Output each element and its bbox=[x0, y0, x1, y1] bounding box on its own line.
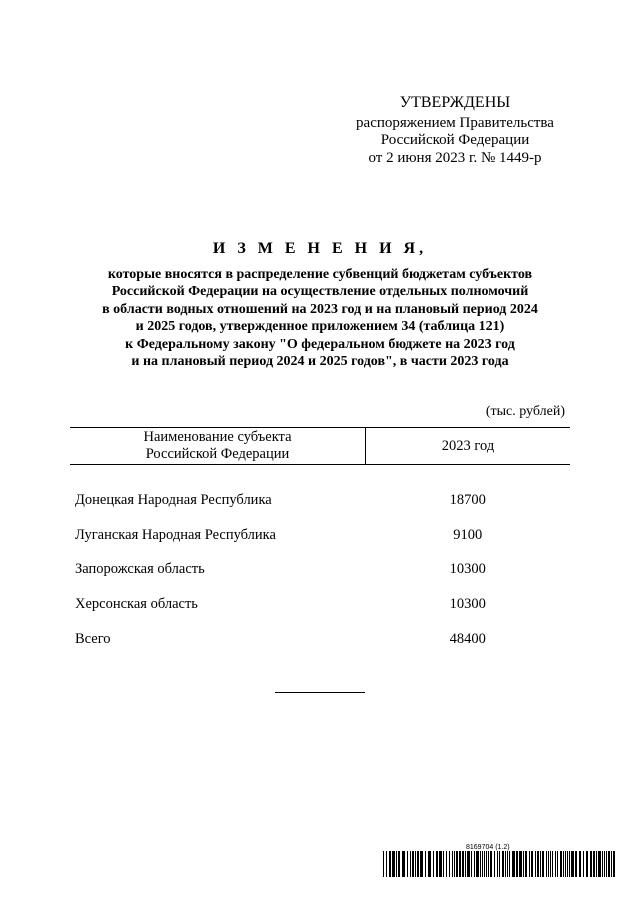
approval-heading: УТВЕРЖДЕНЫ bbox=[399, 94, 511, 111]
barcode-bar bbox=[412, 851, 414, 877]
barcode-bar bbox=[552, 851, 553, 877]
barcode-bar bbox=[596, 851, 597, 877]
barcode-bar bbox=[608, 851, 610, 877]
row-amount: 10300 bbox=[449, 596, 486, 613]
barcode-bar bbox=[505, 851, 506, 877]
subtitle-line: и на плановый период 2024 и 2025 годов", в части 2023 года bbox=[131, 354, 509, 370]
barcode-bar bbox=[613, 851, 615, 877]
row-total-amount: 48400 bbox=[449, 631, 486, 648]
barcode-bar bbox=[494, 851, 495, 877]
barcode-bar bbox=[407, 851, 408, 877]
barcode-bar bbox=[525, 851, 527, 877]
barcode-bar bbox=[606, 851, 607, 877]
row-subject-name: Донецкая Народная Республика bbox=[75, 491, 272, 508]
barcode-bar bbox=[546, 851, 547, 877]
barcode-bar bbox=[467, 851, 470, 877]
barcode-bar bbox=[459, 851, 461, 877]
barcode-bar bbox=[465, 851, 466, 877]
barcode-bar bbox=[575, 851, 577, 877]
barcode-bar bbox=[507, 851, 508, 877]
barcode-bar bbox=[560, 851, 562, 877]
barcode-bar bbox=[550, 851, 551, 877]
barcode-bar bbox=[439, 851, 442, 877]
barcode-bar bbox=[436, 851, 438, 877]
barcode-bar bbox=[449, 851, 450, 877]
barcode-bar bbox=[531, 851, 533, 877]
barcode-bar bbox=[542, 851, 544, 877]
row-amount: 18700 bbox=[449, 491, 486, 508]
barcode-bar bbox=[569, 851, 570, 877]
table-header-row bbox=[70, 428, 570, 465]
row-amount: 10300 bbox=[449, 561, 486, 578]
end-divider-line bbox=[275, 692, 365, 693]
subtitle-line: которые вносятся в распределение субвенций бюджетам субъектов bbox=[107, 267, 533, 282]
barcode-bar bbox=[611, 851, 612, 877]
barcode-bar bbox=[386, 851, 387, 877]
barcode-number: 8169704 (1.2) bbox=[466, 844, 510, 851]
barcode-bar bbox=[392, 851, 395, 877]
barcode-bar bbox=[557, 851, 558, 877]
barcode-bar bbox=[420, 851, 423, 877]
barcode-bar bbox=[428, 851, 431, 877]
barcode-bar bbox=[462, 851, 464, 877]
row-subject-name: Луганская Народная Республика bbox=[75, 526, 276, 543]
barcode-bar bbox=[583, 851, 584, 877]
barcode-bar bbox=[480, 851, 481, 877]
subtitle-line: к Федеральному закону "О федеральном бюджете на 2023 год bbox=[125, 336, 515, 352]
barcode-bar bbox=[512, 851, 515, 877]
barcode-bar bbox=[548, 851, 549, 877]
table-row bbox=[70, 587, 570, 622]
barcode-bar bbox=[486, 851, 487, 877]
subtitle-line: в области водных отношений на 2023 год и на плановый период 2024 bbox=[102, 301, 538, 317]
barcode-bar bbox=[454, 851, 455, 877]
barcode-bar bbox=[456, 851, 458, 877]
barcode-bar bbox=[529, 851, 530, 877]
document-title: И З М Е Н Е Н И Я, bbox=[212, 240, 428, 257]
column-header-year: 2023 год bbox=[441, 437, 495, 454]
column-header-subject-line2: Российской Федерации bbox=[145, 446, 290, 462]
barcode-bar bbox=[579, 851, 581, 877]
approval-block bbox=[330, 94, 580, 167]
barcode-bar bbox=[567, 851, 568, 877]
approval-line-order: распоряжением Правительства bbox=[356, 114, 554, 131]
barcode-bar bbox=[598, 851, 601, 877]
barcode-bar bbox=[586, 851, 588, 877]
subtitle-line: Российской Федерации на осуществление отдельных полномочий bbox=[111, 284, 529, 300]
barcode-bar bbox=[415, 851, 416, 877]
column-header-subject bbox=[70, 428, 366, 465]
barcode-bar bbox=[516, 851, 518, 877]
barcode-bar bbox=[476, 851, 479, 877]
barcode-bar bbox=[488, 851, 489, 877]
barcode-bar bbox=[604, 851, 605, 877]
table-row bbox=[70, 465, 570, 518]
barcode-bar bbox=[535, 851, 536, 877]
subtitle-line: и 2025 годов, утвержденное приложением 34 (таблица 121) bbox=[135, 319, 505, 335]
barcode-bar bbox=[590, 851, 592, 877]
barcode-bar bbox=[602, 851, 603, 877]
barcode-bar bbox=[474, 851, 475, 877]
column-header-subject-line1: Наименование субъекта bbox=[143, 429, 292, 445]
approval-line-date-number: от 2 июня 2023 г. № 1449-р bbox=[368, 149, 542, 166]
row-amount: 9100 bbox=[453, 526, 483, 543]
barcode-bar bbox=[452, 851, 453, 877]
barcode-bar bbox=[499, 851, 500, 877]
distribution-table bbox=[70, 427, 570, 657]
barcode-bar bbox=[563, 851, 564, 877]
barcode-bar bbox=[484, 851, 485, 877]
units-note: (тыс. рублей) bbox=[485, 404, 565, 419]
table-row bbox=[70, 553, 570, 588]
barcode-bar bbox=[389, 851, 391, 877]
barcode-bar bbox=[593, 851, 595, 877]
row-total-label: Всего bbox=[75, 631, 111, 648]
barcode-bar bbox=[565, 851, 566, 877]
barcode-bar bbox=[446, 851, 447, 877]
barcode-bar bbox=[519, 851, 522, 877]
barcode-bar bbox=[402, 851, 405, 877]
barcode-image bbox=[383, 851, 616, 877]
barcode-bar bbox=[540, 851, 541, 877]
barcode-bar bbox=[482, 851, 483, 877]
barcode-bar bbox=[383, 851, 384, 877]
barcode-bar bbox=[571, 851, 574, 877]
approval-line-government: Российской Федерации bbox=[380, 132, 530, 148]
row-subject-name: Херсонская область bbox=[75, 596, 198, 613]
table-row bbox=[70, 518, 570, 553]
barcode-bar bbox=[497, 851, 498, 877]
barcode-bar bbox=[523, 851, 524, 877]
barcode-bar bbox=[555, 851, 556, 877]
barcode-bar bbox=[398, 851, 400, 877]
barcode-bar bbox=[417, 851, 419, 877]
barcode-bar bbox=[490, 851, 492, 877]
row-subject-name: Запорожская область bbox=[75, 561, 205, 578]
barcode-bar bbox=[410, 851, 411, 877]
barcode-bar bbox=[509, 851, 510, 877]
barcode-bar bbox=[443, 851, 444, 877]
barcode-bar bbox=[471, 851, 472, 877]
barcode-bar bbox=[537, 851, 539, 877]
barcode-bar bbox=[502, 851, 504, 877]
document-subtitle bbox=[60, 266, 580, 370]
barcode-bar bbox=[396, 851, 397, 877]
barcode-bar bbox=[425, 851, 426, 877]
barcode-bar bbox=[433, 851, 434, 877]
table-row-total bbox=[70, 622, 570, 657]
